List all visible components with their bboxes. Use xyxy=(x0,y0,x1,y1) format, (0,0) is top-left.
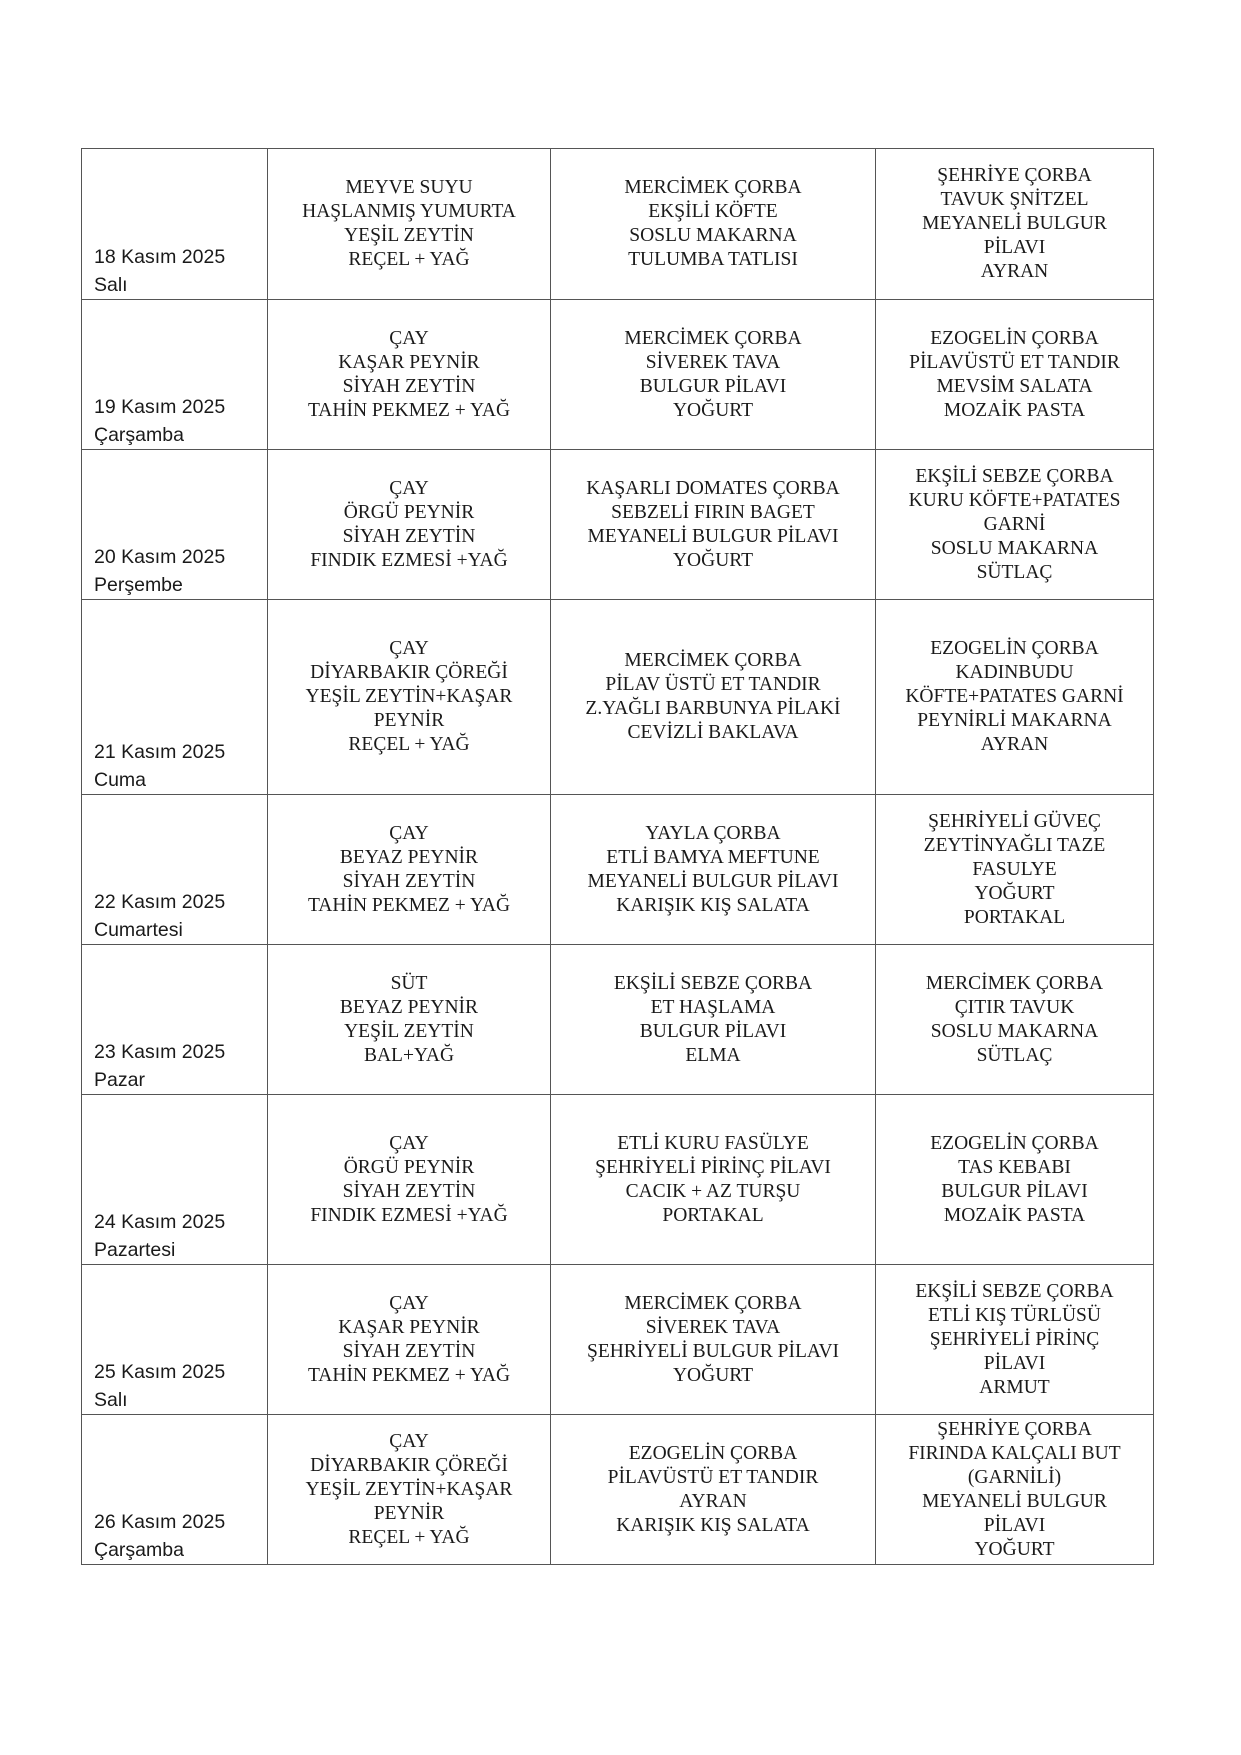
dinner-item: EKŞİLİ SEBZE ÇORBA xyxy=(915,465,1114,487)
breakfast-item: FINDIK EZMESİ +YAĞ xyxy=(310,1204,508,1226)
lunch-item: EKŞİLİ SEBZE ÇORBA xyxy=(613,972,813,994)
dinner-item: MEVSİM SALATA xyxy=(936,375,1093,397)
dinner-item: MEYANELİ BULGUR xyxy=(922,1490,1107,1512)
breakfast-item: HAŞLANMIŞ YUMURTA xyxy=(302,201,516,222)
menu-date: 18 Kasım 2025 xyxy=(94,246,226,268)
breakfast-item: SİYAH ZEYTİN xyxy=(342,1180,476,1202)
dinner-item: ŞEHRİYELİ GÜVEÇ xyxy=(928,810,1101,832)
breakfast-item: FINDIK EZMESİ +YAĞ xyxy=(310,549,508,571)
dinner-item: GARNİ xyxy=(983,513,1046,535)
lunch-item: PORTAKAL xyxy=(662,1204,764,1226)
lunch-item: MERCİMEK ÇORBA xyxy=(624,1292,802,1314)
breakfast-item: ÇAY xyxy=(389,1292,429,1314)
breakfast-item: YEŞİL ZEYTİN+KAŞAR xyxy=(305,686,513,707)
breakfast-item: BEYAZ PEYNİR xyxy=(339,846,479,868)
breakfast-item: DİYARBAKIR ÇÖREĞİ xyxy=(310,662,508,683)
dinner-item: PEYNİRLİ MAKARNA xyxy=(917,710,1112,731)
breakfast-item: ÖRGÜ PEYNİR xyxy=(343,501,475,523)
menu-date: 26 Kasım 2025 xyxy=(94,1511,226,1533)
breakfast-item: PEYNİR xyxy=(373,710,445,731)
lunch-item: SİVEREK TAVA xyxy=(645,1316,781,1338)
lunch-item: PİLAVÜSTÜ ET TANDIR xyxy=(607,1466,819,1488)
menu-row xyxy=(82,149,1154,300)
menu-weekday: Salı xyxy=(94,274,128,296)
dinner-cell xyxy=(876,945,1154,1095)
menu-weekday: Salı xyxy=(94,1389,128,1411)
menu-date: 19 Kasım 2025 xyxy=(94,396,226,418)
dinner-item: YOĞURT xyxy=(974,1538,1055,1560)
date-cell xyxy=(82,450,268,600)
dinner-item: BULGUR PİLAVI xyxy=(941,1180,1088,1202)
lunch-item: PİLAV ÜSTÜ ET TANDIR xyxy=(605,674,821,695)
lunch-item: ŞEHRİYELİ BULGUR PİLAVI xyxy=(586,1340,840,1362)
dinner-item: SOSLU MAKARNA xyxy=(930,1020,1099,1042)
menu-date: 25 Kasım 2025 xyxy=(94,1361,226,1383)
breakfast-cell xyxy=(268,1095,551,1265)
lunch-item: Z.YAĞLI BARBUNYA PİLAKİ xyxy=(585,698,841,719)
breakfast-item: MEYVE SUYU xyxy=(345,177,473,198)
breakfast-cell xyxy=(268,149,551,300)
lunch-cell xyxy=(551,149,876,300)
dinner-cell xyxy=(876,1265,1154,1415)
lunch-item: ETLİ KURU FASÜLYE xyxy=(617,1132,809,1154)
dinner-item: YOĞURT xyxy=(974,882,1055,904)
breakfast-item: YEŞİL ZEYTİN xyxy=(344,225,474,246)
breakfast-item: TAHİN PEKMEZ + YAĞ xyxy=(307,894,511,916)
dinner-cell xyxy=(876,600,1154,795)
breakfast-item: ÇAY xyxy=(389,822,429,844)
menu-weekday: Cuma xyxy=(94,769,147,791)
dinner-item: ŞEHRİYE ÇORBA xyxy=(937,1418,1092,1440)
menu-row xyxy=(82,300,1154,450)
lunch-item: SİVEREK TAVA xyxy=(645,351,781,373)
lunch-cell xyxy=(551,300,876,450)
breakfast-cell xyxy=(268,600,551,795)
breakfast-item: ÇAY xyxy=(389,638,429,659)
menu-weekday: Pazar xyxy=(94,1069,145,1091)
breakfast-item: REÇEL + YAĞ xyxy=(348,734,470,755)
breakfast-item: KAŞAR PEYNİR xyxy=(338,351,480,373)
lunch-item: ŞEHRİYELİ PİRİNÇ PİLAVI xyxy=(595,1156,831,1178)
dinner-item: KÖFTE+PATATES GARNİ xyxy=(905,686,1124,707)
dinner-item: EKŞİLİ SEBZE ÇORBA xyxy=(915,1280,1114,1302)
dinner-item: ŞEHRİYE ÇORBA xyxy=(937,165,1092,186)
dinner-item: AYRAN xyxy=(980,734,1049,755)
lunch-item: KARIŞIK KIŞ SALATA xyxy=(616,894,810,916)
breakfast-item: SİYAH ZEYTİN xyxy=(342,525,476,547)
dinner-item: (GARNİLİ) xyxy=(967,1466,1062,1488)
lunch-item: TULUMBA TATLISI xyxy=(628,249,798,270)
breakfast-cell xyxy=(268,300,551,450)
lunch-item: MERCİMEK ÇORBA xyxy=(624,327,802,349)
lunch-item: BULGUR PİLAVI xyxy=(639,375,787,397)
dinner-item: PİLAVI xyxy=(983,1514,1046,1536)
dinner-item: KURU KÖFTE+PATATES xyxy=(908,489,1121,511)
date-cell xyxy=(82,600,268,795)
dinner-item: SÜTLAÇ xyxy=(976,1044,1053,1066)
menu-row xyxy=(82,1415,1154,1565)
lunch-item: EZOGELİN ÇORBA xyxy=(628,1442,798,1464)
lunch-item: BULGUR PİLAVI xyxy=(639,1020,787,1042)
menu-row xyxy=(82,1265,1154,1415)
menu-weekday: Çarşamba xyxy=(94,1539,184,1561)
dinner-item: PİLAVÜSTÜ ET TANDIR xyxy=(909,351,1120,373)
dinner-item: AYRAN xyxy=(980,261,1049,282)
dinner-item: ZEYTİNYAĞLI TAZE xyxy=(923,834,1106,856)
menu-row xyxy=(82,450,1154,600)
dinner-item: EZOGELİN ÇORBA xyxy=(930,638,1099,659)
lunch-item: YOĞURT xyxy=(672,1364,754,1386)
breakfast-item: DİYARBAKIR ÇÖREĞİ xyxy=(310,1454,508,1476)
breakfast-item: REÇEL + YAĞ xyxy=(348,249,470,270)
dinner-cell xyxy=(876,300,1154,450)
lunch-item: YOĞURT xyxy=(672,399,754,421)
menu-row xyxy=(82,1095,1154,1265)
dinner-item: ARMUT xyxy=(979,1376,1050,1398)
breakfast-item: ÇAY xyxy=(389,1132,429,1154)
dinner-item: MEYANELİ BULGUR xyxy=(922,213,1107,234)
breakfast-item: SİYAH ZEYTİN xyxy=(342,1340,476,1362)
lunch-item: EKŞİLİ KÖFTE xyxy=(648,201,778,222)
date-cell xyxy=(82,149,268,300)
menu-row xyxy=(82,600,1154,795)
breakfast-cell xyxy=(268,450,551,600)
dinner-item: PİLAVI xyxy=(983,237,1046,258)
menu-weekday: Perşembe xyxy=(94,574,183,596)
breakfast-item: REÇEL + YAĞ xyxy=(348,1526,470,1548)
breakfast-item: SÜT xyxy=(390,972,428,994)
menu-weekday: Çarşamba xyxy=(94,424,184,446)
breakfast-item: BEYAZ PEYNİR xyxy=(339,996,479,1018)
lunch-item: MERCİMEK ÇORBA xyxy=(624,177,802,198)
lunch-item: YOĞURT xyxy=(672,549,754,571)
dinner-cell xyxy=(876,450,1154,600)
lunch-item: YAYLA ÇORBA xyxy=(645,822,781,844)
menu-weekday: Cumartesi xyxy=(94,919,183,941)
dinner-item: ŞEHRİYELİ PİRİNÇ xyxy=(929,1328,1100,1350)
dinner-cell xyxy=(876,1095,1154,1265)
lunch-item: CACIK + AZ TURŞU xyxy=(625,1180,801,1202)
lunch-cell xyxy=(551,945,876,1095)
lunch-cell xyxy=(551,450,876,600)
lunch-item: KAŞARLI DOMATES ÇORBA xyxy=(586,477,840,499)
date-cell xyxy=(82,795,268,945)
lunch-cell xyxy=(551,1095,876,1265)
lunch-item: MEYANELİ BULGUR PİLAVI xyxy=(587,525,839,547)
breakfast-item: PEYNİR xyxy=(373,1502,445,1524)
lunch-item: SOSLU MAKARNA xyxy=(629,225,797,246)
dinner-item: SOSLU MAKARNA xyxy=(930,537,1099,559)
dinner-item: MERCİMEK ÇORBA xyxy=(925,972,1104,994)
date-cell xyxy=(82,945,268,1095)
lunch-cell xyxy=(551,1415,876,1565)
dinner-item: TAS KEBABI xyxy=(958,1156,1071,1178)
menu-table xyxy=(81,148,1154,1565)
lunch-cell xyxy=(551,1265,876,1415)
dinner-item: TAVUK ŞNİTZEL xyxy=(940,189,1089,210)
breakfast-item: YEŞİL ZEYTİN+KAŞAR xyxy=(305,1478,513,1500)
breakfast-item: ÖRGÜ PEYNİR xyxy=(343,1156,475,1178)
dinner-cell xyxy=(876,149,1154,300)
lunch-cell xyxy=(551,795,876,945)
lunch-item: MERCİMEK ÇORBA xyxy=(624,650,802,671)
breakfast-item: BAL+YAĞ xyxy=(363,1044,455,1066)
breakfast-cell xyxy=(268,1265,551,1415)
dinner-item: EZOGELİN ÇORBA xyxy=(930,1132,1099,1154)
lunch-item: ELMA xyxy=(685,1044,741,1066)
menu-date: 21 Kasım 2025 xyxy=(94,741,226,763)
date-cell xyxy=(82,1265,268,1415)
menu-date: 23 Kasım 2025 xyxy=(94,1041,226,1063)
breakfast-item: SİYAH ZEYTİN xyxy=(342,375,476,397)
breakfast-item: KAŞAR PEYNİR xyxy=(338,1316,480,1338)
menu-weekday: Pazartesi xyxy=(94,1239,176,1261)
menu-date: 20 Kasım 2025 xyxy=(94,546,226,568)
lunch-item: CEVİZLİ BAKLAVA xyxy=(627,722,799,743)
lunch-item: KARIŞIK KIŞ SALATA xyxy=(616,1514,810,1536)
date-cell xyxy=(82,300,268,450)
dinner-item: PORTAKAL xyxy=(963,906,1066,928)
dinner-cell xyxy=(876,795,1154,945)
breakfast-item: ÇAY xyxy=(389,1430,429,1452)
dinner-item: SÜTLAÇ xyxy=(976,561,1053,583)
dinner-item: PİLAVI xyxy=(983,1352,1046,1374)
breakfast-item: TAHİN PEKMEZ + YAĞ xyxy=(307,1364,511,1386)
dinner-item: EZOGELİN ÇORBA xyxy=(930,327,1099,349)
menu-date: 22 Kasım 2025 xyxy=(94,891,226,913)
menu-row xyxy=(82,945,1154,1095)
menu-date: 24 Kasım 2025 xyxy=(94,1211,226,1233)
dinner-item: ÇITIR TAVUK xyxy=(954,996,1075,1018)
dinner-item: FIRINDA KALÇALI BUT xyxy=(908,1442,1121,1464)
breakfast-item: TAHİN PEKMEZ + YAĞ xyxy=(307,399,511,421)
breakfast-item: SİYAH ZEYTİN xyxy=(342,870,476,892)
dinner-item: ETLİ KIŞ TÜRLÜSÜ xyxy=(928,1304,1101,1326)
dinner-cell xyxy=(876,1415,1154,1565)
menu-row xyxy=(82,795,1154,945)
breakfast-item: ÇAY xyxy=(389,477,429,499)
lunch-item: ETLİ BAMYA MEFTUNE xyxy=(606,846,820,868)
dinner-item: FASULYE xyxy=(972,858,1057,880)
lunch-item: ET HAŞLAMA xyxy=(650,996,776,1018)
menu-table-body xyxy=(82,149,1154,1565)
date-cell xyxy=(82,1095,268,1265)
date-cell xyxy=(82,1415,268,1565)
dinner-item: MOZAİK PASTA xyxy=(943,399,1086,421)
dinner-item: MOZAİK PASTA xyxy=(943,1204,1086,1226)
breakfast-cell xyxy=(268,1415,551,1565)
lunch-item: AYRAN xyxy=(679,1490,747,1512)
breakfast-item: YEŞİL ZEYTİN xyxy=(344,1020,474,1042)
breakfast-item: ÇAY xyxy=(389,327,429,349)
breakfast-cell xyxy=(268,795,551,945)
lunch-item: MEYANELİ BULGUR PİLAVI xyxy=(587,870,839,892)
dinner-item: KADINBUDU xyxy=(955,662,1074,683)
lunch-cell xyxy=(551,600,876,795)
breakfast-cell xyxy=(268,945,551,1095)
lunch-item: SEBZELİ FIRIN BAGET xyxy=(611,501,815,523)
